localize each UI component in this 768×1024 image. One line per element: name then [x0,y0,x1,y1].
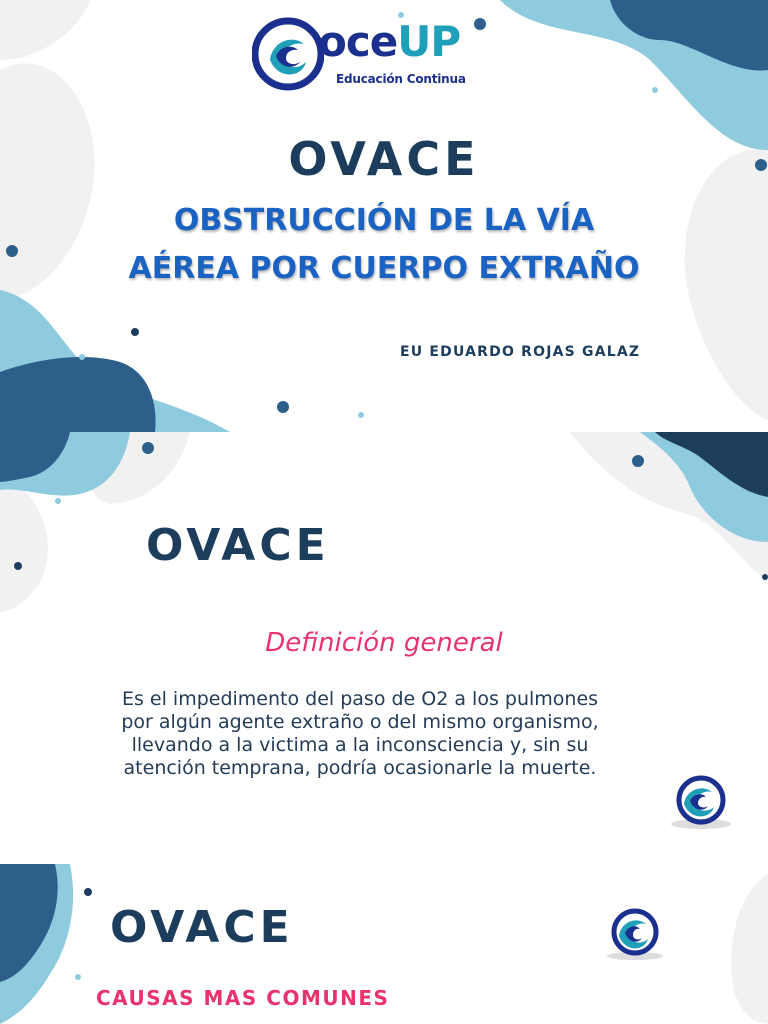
slide-title: OVACE [110,902,294,953]
logo-wordmark: oceUP [318,17,461,66]
dot [75,974,81,980]
slide-definition [0,432,768,864]
wave-swirl-logo-icon [668,772,734,838]
logo-tagline: Educación Continua [336,72,466,86]
author-name: EU EDUARDO ROJAS GALAZ [400,344,641,360]
dot [14,562,22,570]
definition-line-4: atención temprana, podría ocasionarle la muerte. [123,757,597,779]
dot [55,498,61,504]
definition-line-1: Es el impedimento del paso de O2 a los pulmones [121,688,599,710]
definition-line-2: por algún agente extraño o del mismo organismo, [121,711,599,733]
wave-swirl-logo-icon [252,16,324,92]
dot [632,455,644,467]
wave-swirl-logo-icon [604,902,666,964]
definition-line-3: llevando a la victima a la inconsciencia y, sin su [131,734,589,756]
section-heading: CAUSAS MAS COMUNES [96,986,390,1010]
dot [762,574,768,580]
oceup-logo [248,14,478,96]
dot [131,328,139,336]
slide-title: OVACE [288,132,480,186]
dot [725,512,731,518]
dot [277,401,289,413]
dot [79,354,85,360]
dot [142,442,154,454]
dot [358,412,364,418]
subtitle-line-2: AÉREA POR CUERPO EXTRAÑO [128,251,640,286]
slide-causes [0,864,768,1024]
subtitle-line-1: OBSTRUCCIÓN DE LA VÍA [173,203,595,238]
section-heading: Definición general [265,628,503,658]
dot [84,888,92,896]
slide-title: OVACE [146,520,330,571]
dot [652,87,658,93]
slide-title [0,0,768,432]
